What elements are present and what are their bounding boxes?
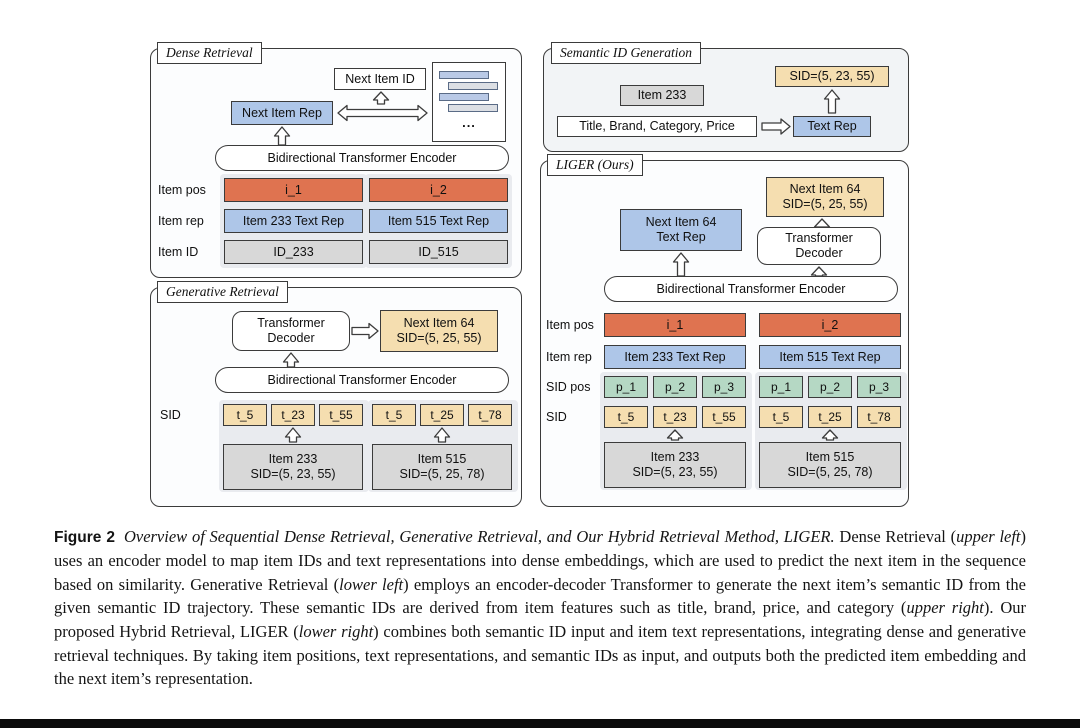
next-item-rep-box: Next Item Rep [231, 101, 333, 125]
gen-item-line1: Item 515 [417, 452, 467, 467]
gen-item-line2: SID=(5, 23, 55) [250, 467, 336, 481]
caption-text: ) uses an encoder model to map item IDs and text representations into dense embeddings, which are used to predict the next item in the sequence based on similarity. Generative Retrieval ( [54, 527, 1027, 594]
item-rep-cell: Item 515 Text Rep [759, 345, 901, 369]
liger-next-item-sid-line2: SID=(5, 25, 55) [782, 197, 868, 211]
row-label-item-rep: Item rep [158, 214, 204, 228]
item-id-cell: ID_233 [224, 240, 363, 264]
liger-item-line2: SID=(5, 23, 55) [632, 465, 718, 479]
item-pos-cell: i_1 [604, 313, 746, 337]
generative-panel-title: Generative Retrieval [157, 281, 288, 303]
liger-decoder-line2: Decoder [795, 246, 843, 260]
row-label-sid: SID [546, 410, 567, 424]
gen-next-item-box [380, 310, 498, 352]
gen-item-line2: SID=(5, 25, 78) [399, 467, 485, 481]
liger-next-item-rep-line2: Text Rep [656, 230, 706, 244]
sid-token: t_25 [420, 404, 464, 426]
gen-item-box [223, 444, 363, 490]
gen-decoder-line2: Decoder [267, 331, 315, 345]
semantic-features-box: Title, Brand, Category, Price [557, 116, 757, 137]
row-label-item-rep: Item rep [546, 350, 592, 364]
semantic-sid-box: SID=(5, 23, 55) [775, 66, 889, 87]
sid-pos-token: p_2 [653, 376, 697, 398]
liger-panel-title: LIGER (Ours) [547, 154, 643, 176]
gen-encoder-box: Bidirectional Transformer Encoder [215, 367, 509, 393]
item-pos-cell: i_2 [369, 178, 508, 202]
item-rep-cell: Item 233 Text Rep [604, 345, 746, 369]
liger-item-line2: SID=(5, 25, 78) [787, 465, 873, 479]
liger-decoder-line1: Transformer [785, 231, 853, 246]
caption-text-italic: upper left [956, 527, 1021, 546]
sid-pos-token: p_1 [759, 376, 803, 398]
embedding-ellipsis: ... [462, 115, 476, 130]
liger-next-item-rep-box [620, 209, 742, 251]
caption-title: Overview of Sequential Dense Retrieval, Generative Retrieval, and Our Hybrid Retrieval Method, LIGER. [123, 527, 835, 546]
item-pos-cell: i_1 [224, 178, 363, 202]
liger-encoder-box: Bidirectional Transformer Encoder [604, 276, 898, 302]
caption-text-italic: lower left [339, 574, 404, 594]
gen-next-item-line2: SID=(5, 25, 55) [396, 331, 482, 345]
embedding-bar [439, 93, 489, 101]
liger-decoder-box [757, 227, 881, 265]
item-rep-cell: Item 515 Text Rep [369, 209, 508, 233]
sid-pos-token: p_1 [604, 376, 648, 398]
gen-item-line1: Item 233 [268, 452, 318, 467]
liger-item-line1: Item 233 [650, 450, 700, 465]
gen-next-item-line1: Next Item 64 [403, 316, 475, 331]
sid-token: t_5 [759, 406, 803, 428]
caption-text-italic: lower right [298, 621, 374, 641]
row-label-item-pos: Item pos [546, 318, 594, 332]
sid-pos-token: p_3 [857, 376, 901, 398]
sid-token: t_5 [372, 404, 416, 426]
gen-decoder-box [232, 311, 350, 351]
next-item-id-box: Next Item ID [334, 68, 426, 90]
candidate-embeddings-box [432, 62, 506, 142]
liger-next-item-rep-line1: Next Item 64 [645, 215, 717, 230]
liger-next-item-sid-line1: Next Item 64 [789, 182, 861, 197]
embedding-bar [448, 104, 498, 112]
gen-decoder-line1: Transformer [257, 316, 325, 331]
item-rep-cell: Item 233 Text Rep [224, 209, 363, 233]
embedding-bar [448, 82, 498, 90]
dense-panel-title: Dense Retrieval [157, 42, 262, 64]
dense-encoder-box: Bidirectional Transformer Encoder [215, 145, 509, 171]
sid-pos-token: p_2 [808, 376, 852, 398]
liger-next-item-sid-box [766, 177, 884, 217]
row-label-sid-pos: SID pos [546, 380, 591, 394]
sid-token: t_5 [604, 406, 648, 428]
caption-figure-label: Figure 2 [54, 529, 115, 546]
row-label-item-id: Item ID [158, 245, 199, 259]
liger-item-box [759, 442, 901, 488]
item-id-cell: ID_515 [369, 240, 508, 264]
sid-token: t_5 [223, 404, 267, 426]
sid-token: t_55 [702, 406, 746, 428]
caption-text: ). Our proposed Hybrid Retrieval, LIGER ( [54, 598, 1026, 641]
caption-text: ) combines both semantic ID input and item text representations, integrating dense and generative retrieval techniques. By taking item positions, text representations, and semantic IDs as input, and outputs both the predicted item embedding and the next item’s representation. [54, 621, 1026, 689]
liger-item-line1: Item 515 [805, 450, 855, 465]
caption-text-italic: upper right [906, 598, 984, 618]
semantic-panel-title: Semantic ID Generation [551, 42, 701, 64]
embedding-bar [439, 71, 489, 79]
sid-token: t_78 [468, 404, 512, 426]
item-pos-cell: i_2 [759, 313, 901, 337]
bottom-edge-bar [0, 719, 1080, 728]
semantic-item-box: Item 233 [620, 85, 704, 106]
sid-token: t_55 [319, 404, 363, 426]
row-label-item-pos: Item pos [158, 183, 206, 197]
sid-pos-token: p_3 [702, 376, 746, 398]
gen-item-box [372, 444, 512, 490]
sid-token: t_23 [653, 406, 697, 428]
figure-caption [54, 525, 1026, 691]
sid-token: t_78 [857, 406, 901, 428]
caption-text: ) employs an encoder-decoder Transformer to generate the next item’s semantic ID from the given semantic ID trajectory. These semantic IDs are derived from item features such as title, brand, price, and category ( [54, 574, 1026, 618]
sid-token: t_25 [808, 406, 852, 428]
liger-item-box [604, 442, 746, 488]
caption-text: Dense Retrieval ( [834, 527, 957, 546]
row-label-sid: SID [160, 408, 181, 422]
sid-token: t_23 [271, 404, 315, 426]
semantic-text-rep-box: Text Rep [793, 116, 871, 137]
